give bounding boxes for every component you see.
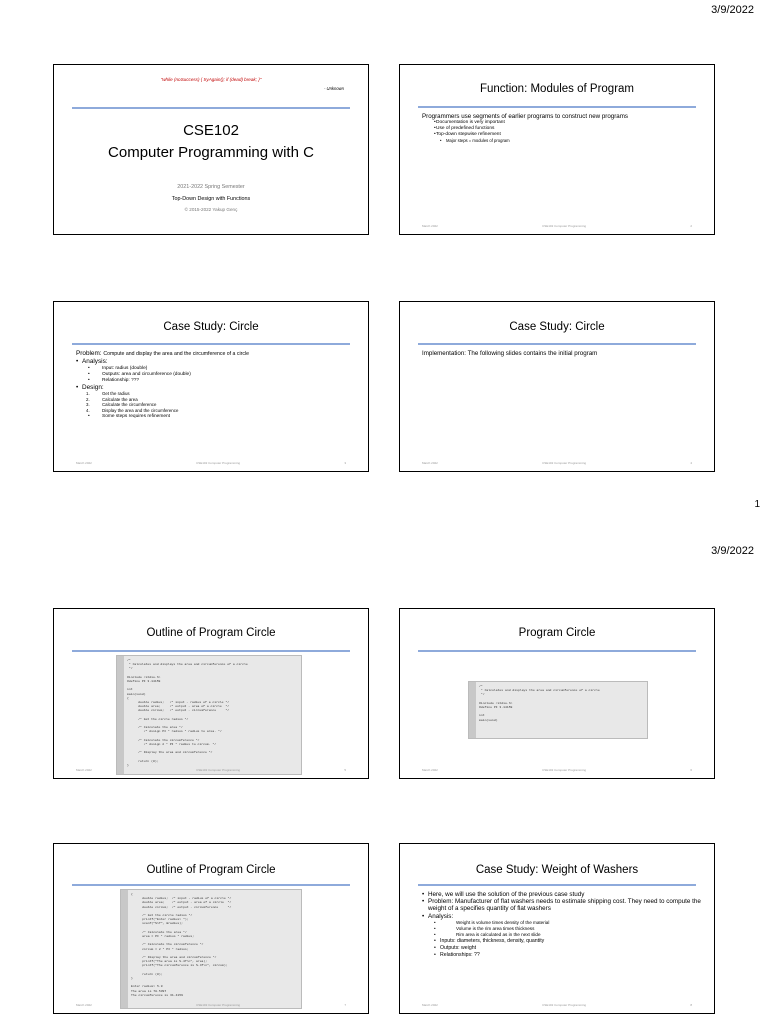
footer-date: March 2022 xyxy=(422,1003,438,1007)
footer-date: March 2022 xyxy=(76,461,92,465)
slide-8 xyxy=(399,843,715,1014)
slide-body xyxy=(422,891,702,959)
analysis-item: • Relationships: ?? xyxy=(422,952,702,959)
implementation-text: Implementation: The following slides contains the initial program xyxy=(422,350,598,357)
footer-slide-number: 4 xyxy=(690,461,692,465)
design-heading: • Design: xyxy=(76,384,354,391)
slide-2 xyxy=(399,64,715,235)
bullet-item: • Top-down stepwise refinement xyxy=(422,132,700,138)
analysis-item: • Volume is the rim area times thickness xyxy=(422,926,702,932)
slide-7 xyxy=(53,843,369,1014)
title-rule xyxy=(72,650,350,652)
title-rule xyxy=(418,343,696,345)
slide-title: Function: Modules of Program xyxy=(479,83,635,95)
slide-title: Case Study: Circle xyxy=(509,321,605,333)
footer-date: March 2022 xyxy=(422,224,438,228)
slide-footer xyxy=(422,461,692,465)
bullet-item: • Documentation is very important xyxy=(422,120,700,126)
slide-title: Outline of Program Circle xyxy=(146,864,276,876)
code-listing: /* * Calculates and displays the area and circumference of a circle */ #include <stdio.h> #define PI 3.14159 int main(void) { double radius; /* input - radius of a circle */ double area; /* output - area of a circle */ double circum; /* output - circumference */ /* Get the circle radius */ /* Calculate the area */ /* Assign PI * radius * radius to area. */ /* Calculate the circumference */ /* Assign 2 * PI * radius to circum. */ /* Display the area and circumference */ return (0); } xyxy=(116,655,302,775)
slide-body xyxy=(76,350,354,420)
analysis-item: • Rim area is calculated as in the next slide xyxy=(422,932,702,938)
slide-body xyxy=(422,113,700,144)
footer-slide-number: 8 xyxy=(690,1003,692,1007)
design-step: 2. Calculate the area xyxy=(86,396,138,402)
bullet-item: • Here, we will use the solution of the previous case study xyxy=(422,891,702,898)
footer-date: March 2022 xyxy=(422,768,438,772)
code-listing: { double radius; /* input - radius of a circle */ double area; /* output - area of a circle */ double circum; /* output - circumference */ /* Get the circle radius */ printf("Enter radius> "); scanf("%lf", &radius); /* Calculate the area */ area = PI * radius * radius; /* Calculate the circumference */ circum = 2 * PI * radius; /* Display the area and circumference */ printf("The area is %.4f\n", area); printf("The circumference is %.4f\n", circum); return (0); } Enter radius> 5.0 The area is 78.5397 The circumference is 31.4159 xyxy=(120,889,302,1009)
title-rule xyxy=(72,107,350,109)
slide-footer xyxy=(422,768,692,772)
footer-slide-number: 6 xyxy=(690,768,692,772)
design-note: • Some steps requires refinement xyxy=(76,414,354,420)
slide-footer xyxy=(422,224,692,228)
footer-course: CSE102 Computer Programming xyxy=(196,768,241,772)
design-step: 1. Get the radius xyxy=(86,391,130,397)
course-code: CSE102 xyxy=(183,122,239,139)
title-rule xyxy=(72,343,350,345)
footer-slide-number: 7 xyxy=(344,1003,346,1007)
copyright: © 2015-2022 Yakup Genç xyxy=(184,207,238,212)
bullet-item: • Use of predefined functions xyxy=(422,126,700,132)
slide-6 xyxy=(399,608,715,779)
slide-footer xyxy=(76,1003,346,1007)
title-rule xyxy=(418,650,696,652)
sub-bullet-item: • Major steps = modules of program xyxy=(440,138,510,144)
page-date: 3/9/2022 xyxy=(711,545,754,557)
footer-course: CSE102 Computer Programming xyxy=(542,461,587,465)
title-rule xyxy=(418,106,696,108)
slide-title: Outline of Program Circle xyxy=(146,627,276,639)
slide-footer xyxy=(76,461,346,465)
analysis-heading: • Analysis: xyxy=(76,358,354,365)
slide-title: Program Circle xyxy=(518,627,596,639)
code-listing: /* * Calculates and displays the area and circumference of a circle */ #include <stdio.h> #define PI 3.14159 int main(void) xyxy=(468,681,648,739)
footer-date: March 2022 xyxy=(76,768,92,772)
design-step: 4. Display the area and the circumference xyxy=(86,408,179,413)
intro-text: Programmers use segments of earlier programs to construct new programs xyxy=(422,113,628,120)
footer-course: CSE102 Computer Programming xyxy=(542,768,587,772)
slide-5 xyxy=(53,608,369,779)
quote-author: - Unknown xyxy=(323,86,344,91)
semester: 2021-2022 Spring Semester xyxy=(177,184,245,190)
footer-date: March 2022 xyxy=(76,1003,92,1007)
slide-title: Case Study: Weight of Washers xyxy=(475,864,639,876)
footer-course: CSE102 Computer Programming xyxy=(196,461,241,465)
footer-course: CSE102 Computer Programming xyxy=(542,1003,587,1007)
title-rule xyxy=(418,884,696,886)
quote-text: "while (noSuccess) { tryAgain(); if (dead) break; }" xyxy=(160,77,262,82)
footer-slide-number: 3 xyxy=(344,461,346,465)
analysis-item: • Inputs: diameters, thickness, density, quantity xyxy=(422,938,702,945)
slide-footer xyxy=(422,1003,692,1007)
footer-course: CSE102 Computer Programming xyxy=(542,224,587,228)
footer-slide-number: 2 xyxy=(690,224,692,228)
design-step: 3. Calculate the circumference xyxy=(86,402,157,408)
analysis-heading: • Analysis: xyxy=(422,913,702,920)
analysis-item: • Outputs: weight xyxy=(422,945,702,952)
lecture-topic: Top-Down Design with Functions xyxy=(171,196,251,202)
analysis-item: • Weight is volume times density of the material xyxy=(422,920,702,926)
slide-footer xyxy=(76,768,346,772)
course-title: Computer Programming with C xyxy=(108,144,314,161)
title-rule xyxy=(72,884,350,886)
slide-3 xyxy=(53,301,369,472)
footer-course: CSE102 Computer Programming xyxy=(196,1003,241,1007)
page-date: 3/9/2022 xyxy=(711,4,754,16)
page-number: 1 xyxy=(754,499,760,510)
analysis-item: • Outputs: area and circumference (double) xyxy=(76,372,354,378)
slide-4 xyxy=(399,301,715,472)
footer-date: March 2022 xyxy=(422,461,438,465)
slide-title: Case Study: Circle xyxy=(163,321,259,333)
problem-statement: Problem: Compute and display the area and the circumference of a circle xyxy=(76,350,249,357)
analysis-item: • Relationship: ??? xyxy=(76,378,354,384)
analysis-item: • Input: radius (double) xyxy=(76,366,354,372)
bullet-item: • Problem: Manufacturer of flat washers needs to estimate shipping cost. They need to compute the weight of a specifies quantity of flat washers xyxy=(422,898,702,912)
slide-1 xyxy=(53,64,369,235)
footer-slide-number: 5 xyxy=(344,768,346,772)
